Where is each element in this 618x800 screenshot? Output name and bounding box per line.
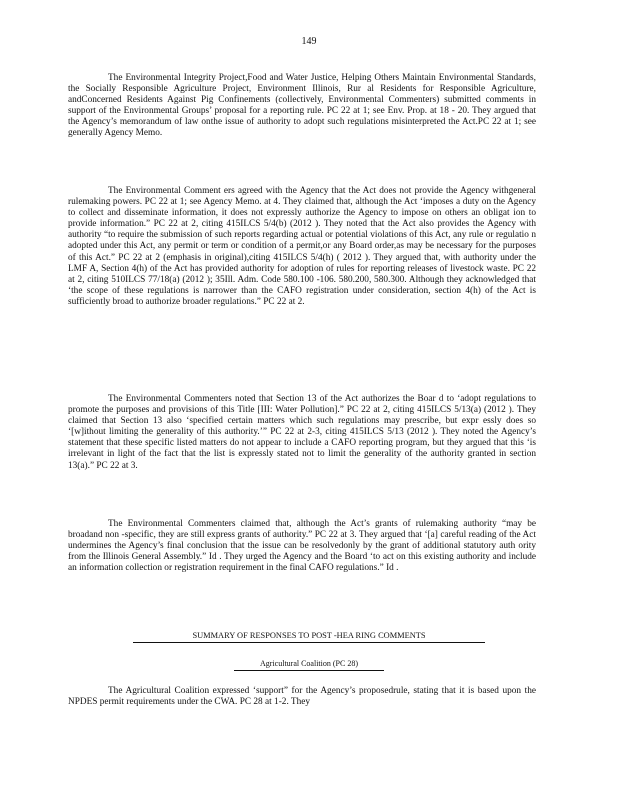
section-heading	[0, 630, 618, 643]
section-heading-text: SUMMARY OF RESPONSES TO POST -HEA RING COMMENTS	[133, 630, 485, 643]
paragraph-section-13	[68, 394, 536, 472]
paragraph-rulemaking-grants	[68, 519, 536, 574]
paragraph-text: The Environmental Commenters claimed that, although the Act’s grants of rulemaking authority “may be broadand non -specific, they are still express grants of authority.” PC 22 at 3. They argued that ‘[a] careful reading of the Act undermines the Agency’s final conclusion that the issue can be resolvedonly by the grant of additional statutory auth ority from the Illinois General Assembly.” Id . They urged the Agency and the Board ‘to act on this existing authority and include an information collection or registration requirement in the final CAFO regulations.” Id .	[68, 519, 536, 574]
paragraph-agency-authority	[68, 186, 536, 308]
paragraph-agricultural-coalition	[68, 686, 536, 708]
paragraph-environmental-commenters-intro	[68, 73, 536, 140]
page-number: 149	[301, 36, 317, 47]
paragraph-text: The Environmental Integrity Project,Food and Water Justice, Helping Others Maintain Environmental Standards, the Socially Responsible Agriculture Project, Environment Illinois, Rur al Residents for Responsible Agriculture, andConcerned Residents Against Pig Confinements (collectively, Environmental Commenters) submitted comments in support of the Environmental Groups’ proposal for a reporting rule. PC 22 at 1; see Env. Prop. at 18 - 20. They argued that the Agency’s memorandum of law onthe issue of authority to adopt such regulations misinterpreted the Act.PC 22 at 1; see generally Agency Memo.	[68, 73, 536, 139]
paragraph-text: The Environmental Comment ers agreed with the Agency that the Act does not provide the Agency withgeneral rulemaking powers. PC 22 at 1; see Agency Memo. at 4. They claimed that, although the Act ‘imposes a duty on the Agency to collect and disseminate information, it does not expressly authorize the Agency to impose on others an obligat ion to provide information.” PC 22 at 2, citing 415ILCS 5/4(b) (2012 ). They noted that the Act also provides the Agency with authority “to require the submission of such reports regarding actual or potential violations of this Act, any rule or regulatio n adopted under this Act, any permit or term or condition of a permit,or any Board order,as may be necessary for the purposes of this Act.” PC 22 at 2 (emphasis in original),citing 415ILCS 5/4(h) ( 2012 ). They argued that, with authority under the LMF A, Section 4(h) of the Act has provided authority for adoption of rules for reporting releases of livestock waste. PC 22 at 2, citing 510ILCS 77/18(a) (2012 ); 35Ill. Adm. Code 580.100 -106. 580.200, 580.300. Although they acknowledged that ‘the scope of these regulations is narrower than the CAFO registration under consideration, section 4(h) of the Act is sufficiently broad to authorize broader regulations.” PC 22 at 2.	[68, 186, 536, 307]
paragraph-text: The Environmental Commenters noted that Section 13 of the Act authorizes the Boar d to ‘adopt regulations to promote the purposes and provisions of this Title [III: Water Pollution].” PC 22 at 2, citing 415ILCS 5/13(a) (2012 ). They claimed that Section 13 also ‘specified certain matters which such regulations may prescribe, but expr essly does so ‘[w]ithout limiting the generality of this authority.’” PC 22 at 2-3, citing 415ILCS 5/13 (2012 ). They noted the Agency’s statement that these specific listed matters do not appear to include a CAFO reporting program, but they argued that this ‘is irrelevant in light of the fact that the list is expressly stated not to limit the generality of the authority granted in section 13(a).” PC 22 at 3.	[68, 394, 536, 471]
subsection-heading-text: Agricultural Coalition (PC 28)	[234, 658, 384, 671]
subsection-heading	[0, 658, 618, 671]
paragraph-text: The Agricultural Coalition expressed ‘support” for the Agency’s proposedrule, stating that it is based upon the NPDES permit requirements under the CWA. PC 28 at 1-2. They	[68, 686, 536, 708]
